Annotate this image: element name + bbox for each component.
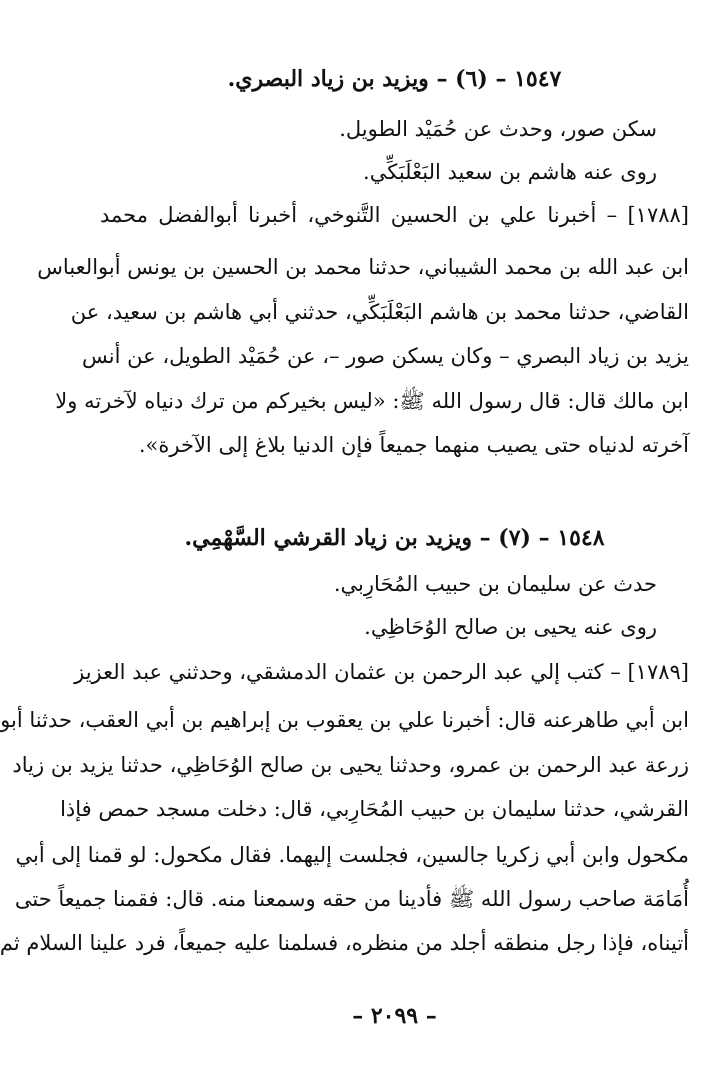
hadith-line: القاضي، حدثنا محمد بن هاشم البَعْلَبَكِّي، حدثني أبي هاشم بن سعيد، عن (70, 300, 689, 324)
hadith-line: مكحول وابن أبي زكريا جالسين، فجلست إليهما. فقال مكحول: لو قمنا إلى أبي (15, 843, 689, 867)
hadith-line: [١٧٨٩] – كتب إلي عبد الرحمن بن عثمان الدمشقي، وحدثني عبد العزيز (74, 660, 689, 684)
entry-heading-1548: ١٥٤٨ – (٧) – ويزيد بن زياد القرشي السَّهْمِي. (184, 525, 605, 551)
hadith-line: القرشي، حدثنا سليمان بن حبيب المُحَارِبي، قال: دخلت مسجد حمص فإذا (60, 797, 689, 821)
entry-line: سكن صور، وحدث عن حُمَيْد الطويل. (339, 117, 657, 141)
hadith-line: ابن مالك قال: قال رسول الله ﷺ: «ليس بخيركم من ترك دنياه لآخرته ولا (55, 389, 689, 413)
hadith-line: زرعة عبد الرحمن بن عمرو، وحدثنا يحيى بن صالح الوُحَاظِي، حدثنا يزيد بن زياد (12, 753, 689, 777)
hadith-line: يزيد بن زياد البصري – وكان يسكن صور –، عن حُمَيْد الطويل، عن أنس (82, 344, 689, 368)
entry-line: روى عنه يحيى بن صالح الوُحَاظِي. (364, 615, 657, 639)
hadith-line: أُمَامَة صاحب رسول الله ﷺ فأدينا من حقه وسمعنا منه. قال: فقمنا جميعاً حتى (14, 887, 689, 911)
entry-line: حدث عن سليمان بن حبيب المُحَارِبي. (333, 572, 657, 596)
hadith-line: آخرته لدنياه حتى يصيب منهما جميعاً فإن الدنيا بلاغ إلى الآخرة». (138, 433, 689, 457)
entry-line: روى عنه هاشم بن سعيد البَعْلَبَكِّي. (363, 160, 657, 184)
entry-heading-1547: ١٥٤٧ – (٦) – ويزيد بن زياد البصري. (227, 66, 562, 92)
hadith-line: ابن عبد الله بن محمد الشيباني، حدثنا محمد بن الحسين بن يونس أبوالعباس (37, 255, 689, 279)
hadith-line: [١٧٨٨] – أخبرنا علي بن الحسين التَّنوخي، أخبرنا أبوالفضل محمد (100, 203, 689, 227)
hadith-line: ابن أبي طاهرعنه قال: أخبرنا علي بن يعقوب بن إبراهيم بن أبي العقب، حدثنا أبو (0, 708, 689, 732)
hadith-line: أتيناه، فإذا رجل منطقه أجلد من منظره، فسلمنا عليه جميعاً، فرد علينا السلام ثم (0, 931, 689, 955)
page-number: – ٢٠٩٩ – (352, 1003, 437, 1029)
